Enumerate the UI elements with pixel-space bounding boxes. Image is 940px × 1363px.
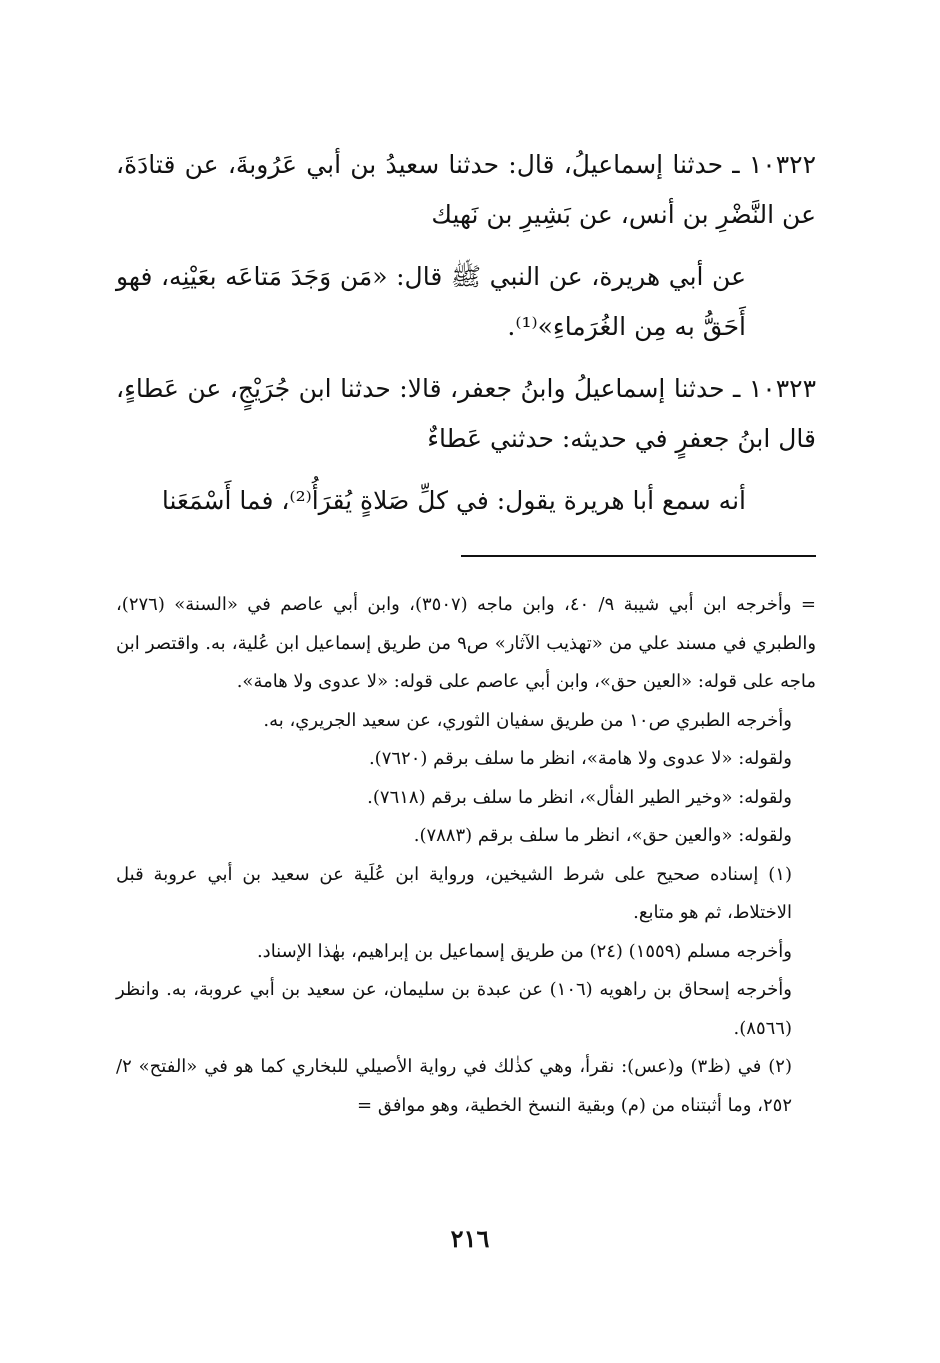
- footnote-1-line: وأخرجه إسحاق بن راهويه (١٠٦) عن عبدة بن سليمان، عن سعيد بن أبي عروبة، به. وانظر (٨٥٦٦).: [116, 979, 792, 1039]
- footnote-line: ولقوله: «وخير الطير الفأل»، انظر ما سلف برقم (٧٦١٨).: [367, 786, 792, 808]
- footnote-line: وأخرجه الطبري ص١٠ من طريق سفيان الثوري، عن سعيد الجريري، به.: [263, 709, 792, 731]
- footnote-line: ولقوله: «لا عدوى ولا هامة»، انظر ما سلف برقم (٧٦٢٠).: [368, 748, 792, 769]
- main-text: [116, 140, 816, 526]
- footnote-divider: [461, 555, 816, 557]
- hadith-10323-isnad: ١٠٣٢٣ ـ حدثنا إسماعيلُ وابنُ جعفر، قالا: حدثنا ابن جُرَيْجٍ، عن عَطاءٍ، قال ابنُ جعفرٍ في حديثه: حدثني عَطاءٌ: [116, 374, 816, 453]
- footnote-line: ولقوله: «والعين حق»، انظر ما سلف برقم (٧٨٨٣).: [413, 825, 792, 846]
- hadith-10322-isnad: ١٠٣٢٢ ـ حدثنا إسماعيلُ، قال: حدثنا سعيدُ بن أبي عَرُوبةَ، عن قتادَةَ، عن النَّضْرِ بن أنس، عن بَشِيرِ بن نَهيك: [116, 150, 816, 229]
- footnote-1: (١) إسناده صحيح على شرط الشيخين، ورواية ابن عُلَية عن سعيد بن أبي عروبة قبل الاختلاط، ثم هو متابع.: [116, 863, 792, 923]
- page-number: ٢١٦: [450, 1224, 490, 1253]
- hadith-10323-matn: أنه سمع أبا هريرة يقول: في كلِّ صَلاةٍ يُقرَأُ⁽²⁾، فما أَسْمَعَنا: [161, 486, 746, 515]
- hadith-10322-matn: عن أبي هريرة، عن النبي ﷺ قال: «مَن وَجَدَ مَتاعَه بعَيْنِه، فهو أَحَقُّ به مِن الغُرَماءِ»⁽¹⁾.: [116, 262, 746, 341]
- footnote-1-line: وأخرجه مسلم (١٥٥٩) (٢٤) من طريق إسماعيل بن إبراهيم، بهٰذا الإسناد.: [256, 940, 792, 962]
- footnote-continuation: = وأخرجه ابن أبي شيبة ٩/ ٤٠، وابن ماجه (٣٥٠٧)، وابن أبي عاصم في «السنة» (٢٧٦)، والطبري في مسند علي من «تهذيب الآثار» ص٩ من طريق إسماعيل ابن عُلية، به. واقتصر ابن ماجه على قوله: «العين حق»، وابن أبي عاصم على قوله: «لا عدوى ولا هامة».: [116, 594, 817, 692]
- footnotes: [116, 586, 816, 1125]
- footnote-2: (٢) في (ظ٣) و(عس): نقرأ، وهي كذٰلك في رواية الأصيلي للبخاري كما هو في «الفتح» ٢/ ٢٥٢، وما أثبتناه من (م) وبقية النسخ الخطية، وهو موافق =: [116, 1056, 792, 1116]
